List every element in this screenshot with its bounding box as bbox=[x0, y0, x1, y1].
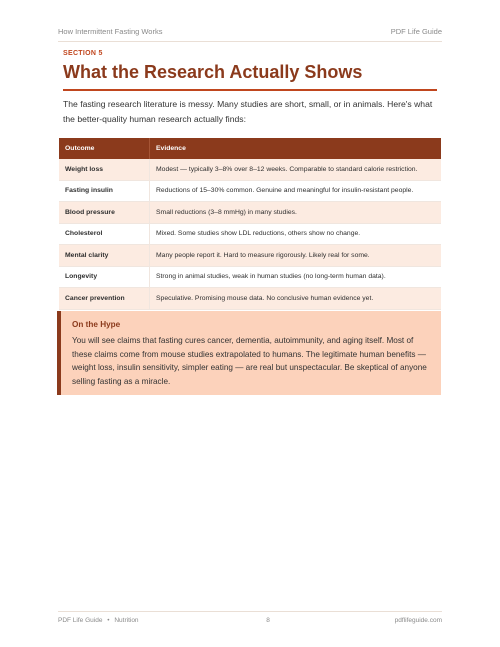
title-divider bbox=[63, 89, 437, 91]
evidence-cell: Modest — typically 3–8% over 8–12 weeks. Comparable to standard calorie restriction. bbox=[150, 159, 442, 180]
outcome-cell: Cancer prevention bbox=[59, 288, 150, 310]
section-title: What the Research Actually Shows bbox=[63, 62, 363, 82]
evidence-cell: Strong in animal studies, weak in human studies (no long-term human data). bbox=[150, 266, 442, 288]
table-row bbox=[59, 202, 441, 224]
outcome-cell: Weight loss bbox=[59, 159, 150, 180]
section-label: SECTION 5 bbox=[63, 50, 103, 57]
running-header bbox=[58, 27, 442, 42]
footer-category: Nutrition bbox=[114, 617, 139, 624]
table-row bbox=[59, 245, 441, 267]
evidence-cell: Small reductions (3–8 mmHg) in many studies. bbox=[150, 202, 442, 224]
column-header-evidence: Evidence bbox=[150, 138, 442, 159]
table-header-row bbox=[59, 138, 441, 159]
table-row bbox=[59, 288, 441, 310]
outcome-cell: Blood pressure bbox=[59, 202, 150, 224]
header-publisher: PDF Life Guide bbox=[390, 27, 442, 36]
outcome-cell: Cholesterol bbox=[59, 223, 150, 245]
table-row bbox=[59, 180, 441, 202]
footer-left bbox=[58, 617, 142, 624]
running-footer bbox=[58, 611, 442, 624]
column-header-outcome: Outcome bbox=[59, 138, 150, 159]
evidence-cell: Many people report it. Hard to measure rigorously. Likely real for some. bbox=[150, 245, 442, 267]
intro-paragraph: The fasting research literature is messy. Many studies are short, small, or in animals. Here's what the better-quality human research actually finds: bbox=[63, 99, 433, 124]
evidence-table bbox=[59, 138, 441, 310]
footer-website: pdflifeguide.com bbox=[394, 617, 442, 624]
table-row bbox=[59, 223, 441, 245]
hype-callout-box bbox=[57, 311, 441, 395]
evidence-cell: Mixed. Some studies show LDL reductions, others show no change. bbox=[150, 223, 442, 245]
callout-title: On the Hype bbox=[72, 320, 121, 329]
outcome-cell: Mental clarity bbox=[59, 245, 150, 267]
evidence-cell: Reductions of 15–30% common. Genuine and meaningful for insulin-resistant people. bbox=[150, 180, 442, 202]
table-row bbox=[59, 266, 441, 288]
page-number: 8 bbox=[266, 617, 270, 624]
evidence-cell: Speculative. Promising mouse data. No conclusive human evidence yet. bbox=[150, 288, 442, 310]
footer-separator: • bbox=[107, 617, 110, 624]
footer-brand: PDF Life Guide bbox=[58, 617, 103, 624]
outcome-cell: Fasting insulin bbox=[59, 180, 150, 202]
table-row bbox=[59, 159, 441, 180]
header-doc-title: How Intermittent Fasting Works bbox=[58, 27, 163, 36]
callout-body: You will see claims that fasting cures cancer, dementia, autoimmunity, and aging itself. Most of these claims come from mouse studies extrapolated to humans. The legitimate human benefits — weight loss, insulin sensitivity, simpler eating — are real but unspectacular. Be skeptical of anyone selling fasting as a miracle. bbox=[72, 336, 427, 386]
outcome-cell: Longevity bbox=[59, 266, 150, 288]
